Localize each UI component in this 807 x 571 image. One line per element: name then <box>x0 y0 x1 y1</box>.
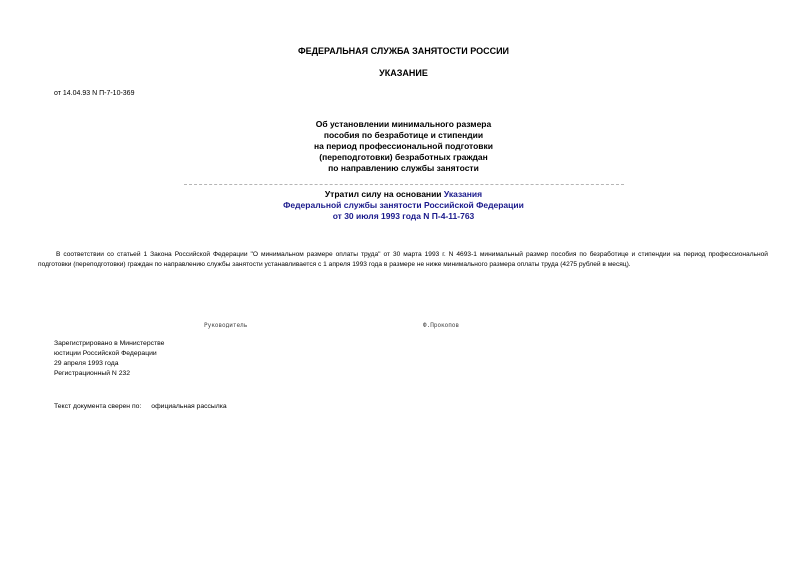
document-reference: от 14.04.93 N П-7-10-369 <box>54 90 135 97</box>
subject-line: на период профессиональной подготовки <box>313 141 494 151</box>
document-subject <box>0 119 807 174</box>
subject-line: Об установлении минимального размера <box>315 119 492 129</box>
verification-source: официальная рассылка <box>151 403 227 410</box>
body-paragraph: В соответствии со статьей 1 Закона Российской Федерации "О минимальном размере оплаты труда" от 30 марта 1993 г. N 4693-1 минимальный размер пособия по безработице и стипендии на период профессиональной подготовки (переподготовки) граждан по направлению службы занятости устанавливается с 1 апреля 1993 года в размере не ниже минимального размера оплаты труда (4275 рублей в месяц). <box>38 251 768 268</box>
section-divider <box>184 184 624 185</box>
subject-line: по направлению службы занятости <box>328 163 479 173</box>
signatory-name: Ф.Прокопов <box>423 322 460 329</box>
registration-line: юстиции Российской Федерации <box>54 350 157 357</box>
repeal-prefix: Утратил силу на основании <box>324 189 444 199</box>
agency-name: ФЕДЕРАЛЬНАЯ СЛУЖБА ЗАНЯТОСТИ РОССИИ <box>297 46 510 56</box>
repeal-link-word[interactable]: Указания <box>443 189 483 199</box>
repeal-line <box>0 189 807 200</box>
repeal-link-line[interactable]: Федеральной службы занятости Российской Федерации <box>283 200 524 210</box>
repeal-status <box>0 189 807 222</box>
repeal-link-line[interactable]: от 30 июля 1993 года N П-4-11-763 <box>332 211 475 221</box>
signatory-role: Руководитель <box>204 322 248 329</box>
subject-line: (переподготовки) безработных граждан <box>319 152 488 162</box>
verification-label: Текст документа сверен по: <box>54 403 142 410</box>
registration-line: Регистрационный N 232 <box>54 370 131 377</box>
registration-line: Зарегистрировано в Министерстве <box>54 340 165 347</box>
subject-line: пособия по безработице и стипендии <box>323 130 484 140</box>
registration-note <box>54 339 164 379</box>
verification-note <box>54 402 227 412</box>
registration-line: 29 апреля 1993 года <box>54 360 119 367</box>
document-type: УКАЗАНИЕ <box>379 68 428 78</box>
